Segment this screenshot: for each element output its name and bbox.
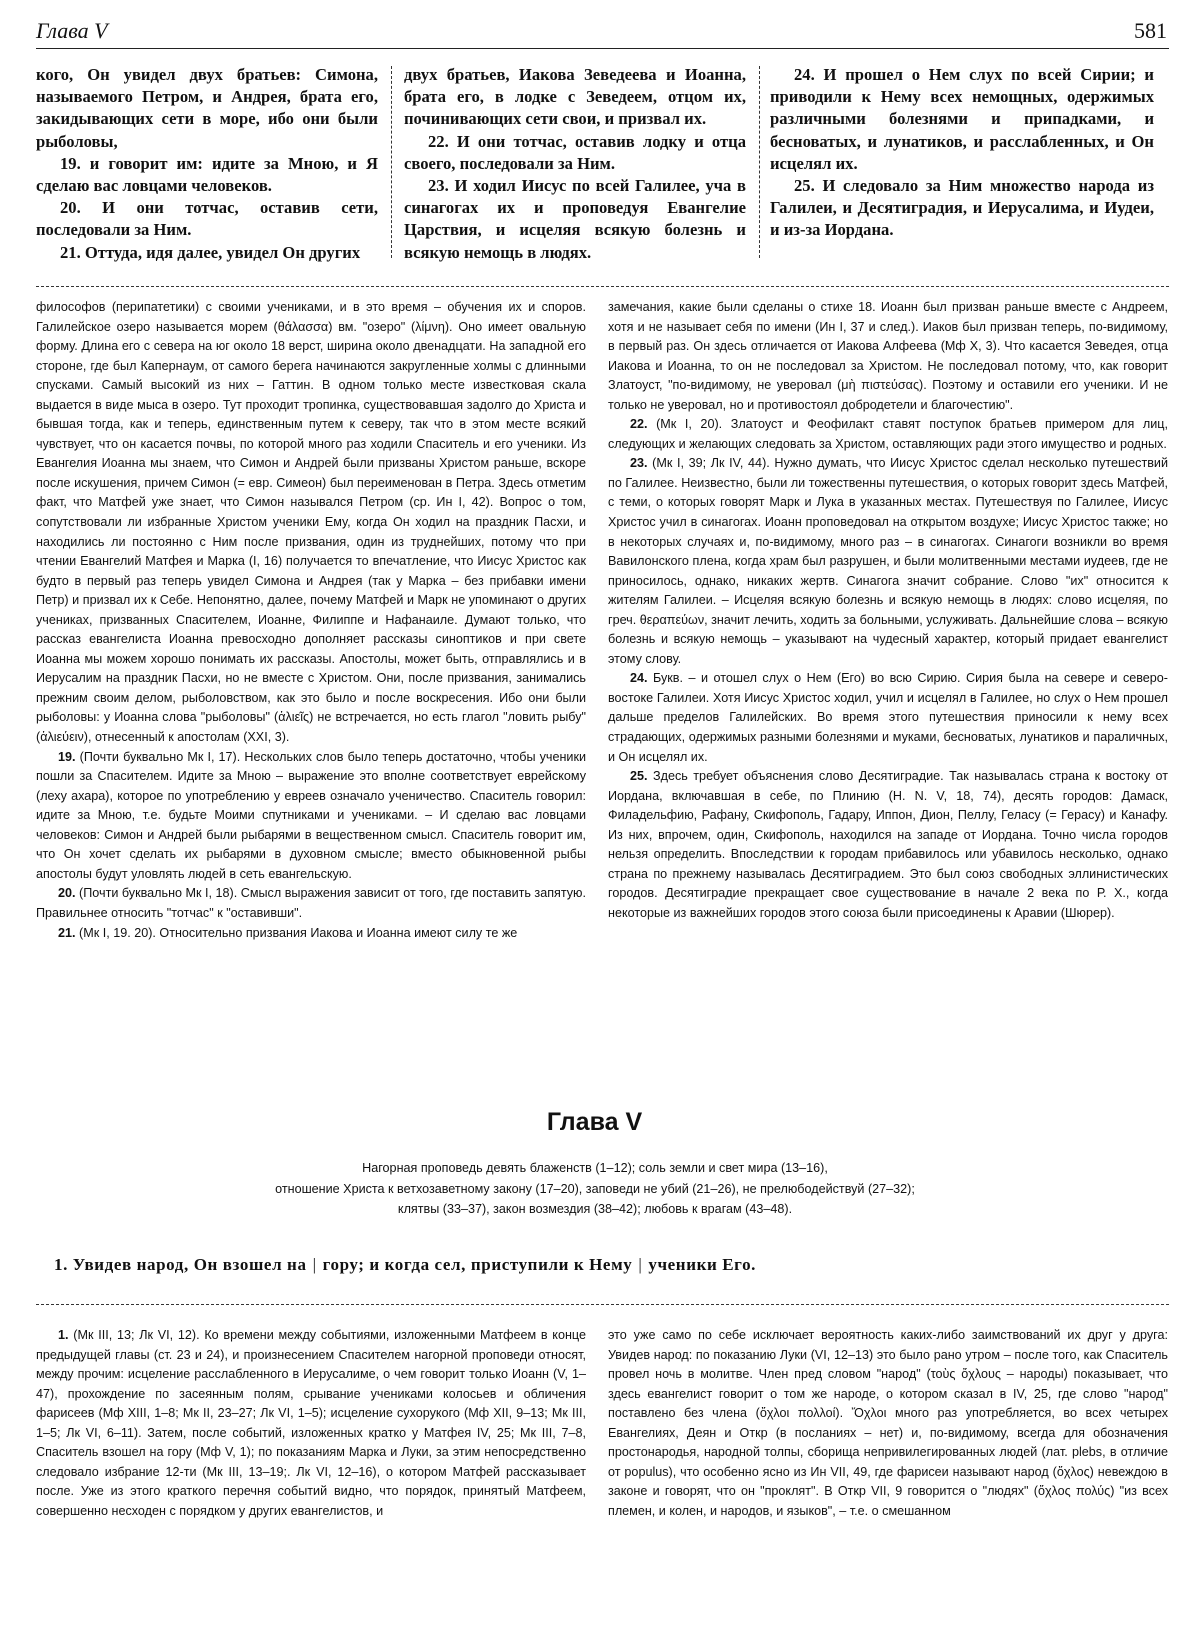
commentary-paragraph: замечания, какие были сделаны о стихе 18. Иоанн был призван раньше вместе с Андреем, хотя и не называет себя по имени (Ин I, 37 и след.). Иаков был призван теперь, по-видимому, в первый раз. Он здесь отличается от Иакова Алфеева (Мф X, 3). Что касается Зеведея, отца Иакова и Иоанна, то он не последовал за Христом. Не последовал потому, что, как говорит Златоуст, "по-видимому, не уверовал (μὴ πιστεύσας). Поэтому и оставили его ученики. И не только не уверовал, но и противостоял добродетели и благочестию". <box>608 300 1168 412</box>
commentary-paragraph: 1. (Мк III, 13; Лк VI, 12). Ко времени между событиями, изложенными Матфеем в конце предыдущей главы (ст. 23 и 24), и произнесением Спасителем нагорной проповеди относят, между прочим: исцеление расслабленного в Иерусалиме, о чем говорит только Иоанн (V, 1–47), прохождение по засеянным полям, срывание учениками колосьев и обличения фарисеев (Мф XIII, 1–8; Мк II, 23–27; Лк VI, 1–5); исцеление сухорукого (Мф XII, 9–13; Мк III, 1–5; Лк VI, 6–11). Затем, после событий, изложенных кратко у Матфея IV, 25; Мк III, 7–8, Спаситель взошел на гору (Мф V, 1); по показаниям Марка и Луки, за этим непосредственно следовало избрание 12-ти (Мк III, 13–19;. Лк VI, 12–16), о котором Матфей рассказывает после. Уже из этого краткого перечня событий видно, что порядок, принятый Матфеем, совершенно несходен с порядком у других евангелистов, и <box>36 1328 586 1518</box>
summary-line: Нагорная проповедь девять блаженств (1–12); соль земли и свет мира (13–16), <box>362 1161 828 1175</box>
column-divider <box>391 66 392 258</box>
column-separator: | <box>638 1255 643 1274</box>
scripture-verse: 20. И они тотчас, оставив сети, последовали за Ним. <box>36 198 378 240</box>
commentary-paragraph: 22. (Мк I, 20). Златоуст и Феофилакт ставят поступок братьев примером для лиц, следующих и желающих следовать за Христом, оставляющих ради этого имущество и родных. <box>608 417 1168 451</box>
verse-1-scripture <box>54 1255 756 1275</box>
scripture-verse: 21. Оттуда, идя далее, увидел Он других <box>60 242 361 262</box>
commentary-paragraph: 19. (Почти буквально Мк I, 17). Нескольких слов было теперь достаточно, чтобы ученики пошли за Спасителем. Идите за Мною – выражение это вполне соответствует еврейскому (леху ахара), которое по употреблению у евреев означало ученичество. Спаситель говорил: идите за Мною, т.е. будьте Моими спутниками и учениками. – И сделаю вас ловцами человеков: Симон и Андрей были рыбарями в вещественном смысл. Спаситель говорит им, что Он хочет сделать их рыбарями в духовном смысле; вместо обыкновенной рыбы апостолы будут уловлять людей в сеть евангельскую. <box>36 749 587 881</box>
scripture-verse: 25. И следовало за Ним множество народа из Галилеи, и Десятиградия, и Иерусалима, и Иудеи, и из-за Иордана. <box>770 176 1154 240</box>
verse-1-part: гору; и когда сел, приступили к Нему <box>322 1255 633 1274</box>
commentary-left-column <box>36 298 586 943</box>
commentary-paragraph: 23. (Мк I, 39; Лк IV, 44). Нужно думать, что Иисус Христос сделал несколько путешествий по Галилее. Неизвестно, были ли тожественны путешествия, о которых говорит здесь Матфей, с теми, о которых говорят Марк и Лука в указанных местах. Путешествуя по Галилее, Иисус Христос учил в синагогах. Иоанн проповедовал на открытом воздухе; Иисус Христос также; но в некоторых случаях и, по-видимому, много раз – в синагогах. Синагоги возникли во время Вавилонского плена, когда храм был разрушен, и были молитвенными местами иудеев, где не приносилось, однако, никаких жертв. Синагога значит собрание. Слово "их" относится к жителям Галилеи. – Исцеляя всякую болезнь и всякую немощь в людях: слово исцеляя, по греч. θεραπεύων, значит лечить, ходить за больными, услуживать. Дальнейшие слова – всякую болезнь и всякую немощь – указывают на чудесный характер, который придает евангелист этому слову. <box>608 456 1169 666</box>
section-divider <box>36 286 1169 287</box>
scripture-verse: 19. и говорит им: идите за Мною, и Я сделаю вас ловцами человеков. <box>36 153 378 196</box>
running-header <box>36 18 1169 49</box>
chapter-heading: Глава V <box>546 1108 643 1136</box>
column-separator: | <box>312 1255 317 1274</box>
column-divider <box>759 66 760 258</box>
commentary-paragraph: 25. Здесь требует объяснения слово Десятиградие. Так называлась страна к востоку от Иордана, включавшая в себе, по Плинию (H. N. V, 18, 74), десять городов: Дамаск, Филадельфию, Рафану, Скифополь, Гадару, Иппон, Дион, Пеллу, Геласу (= Герасу) и Канафу. Из них, впрочем, один, Скифополь, находился на западе от Иордана. Точно числа городов нельзя определить. Впоследствии к городам прибавилось или убавилось несколько, однако страна по прежнему называлась Десятиградием. Это был союз свободных эллинистических городов. Десятиградие прекращает свое существование в начале 2 века по Р. Х., когда некоторые из важнейших городов этого союза были присоединены к Аравии (Шюрер). <box>608 769 1168 920</box>
section-divider <box>36 1304 1169 1305</box>
summary-line: клятвы (33–37), закон возмездия (38–42); любовь к врагам (43–48). <box>397 1202 793 1216</box>
running-header-chapter: Глава V <box>36 18 108 43</box>
scripture-text: двух братьев, Иакова Зеведеева и Иоанна, брата его, в лодке с Зеведеем, отцом их, починивающих сети свои, и призвал их. <box>404 65 746 129</box>
commentary-paragraph: философов (перипатетики) с своими учениками, и в это время – обучения их и споров. Галилейское озеро называется морем (θάλασσα) вм. "озеро" (λίμνη). Оно имеет овальную форму. Длина его с севера на юг около 18 верст, ширина около двенадцати. На западной его стороне, где был Капернаум, от самого берега начинаются закругленные холмы с длинными спусками. Самый высокий из них – Гаттин. В одном только месте известковая скала выдается в виде мыса в озеро. Тут проходит тропинка, существовавшая задолго до Христа и бывшая тогда, как и теперь, единственным путем к северу, так что в этом месте всякий чувствует, что он касается почвы, по которой много раз ходили Спаситель и его ученики. Из Евангелия Иоанна мы знаем, что Симон и Андрей были призваны Христом раньше, вскоре после искушения, причем Симон (= евр. Симеон) был переименован в Петра. Здесь отметим факт, что Матфей уже знает, что Симон назывался Петром (ср. Ин I, 42). Вопрос о том, сопутствовали ли избранные Христом ученики Ему, когда Он ходил на праздник Пасхи, и находились ли постоянно с Ним после призвания, один из труднейших, потому что при чтении Евангелий Матфея и Марка (I, 16) получается то впечатление, что Иисус Христос как будто в первый раз теперь увидел Симона и Андрея (так у Марка – без прибавки имени Петр) и призвал их к Себе. Непонятно, далее, почему Матфей и Марк не упоминают о других учениках, призванных Спасителем, Иоанне, Филиппе и Нафанаиле. Думают только, что рассказ евангелиста Иоанна превосходно дополняет рассказы синоптиков и при свете Иоанна мы можем хорошо понимать их рассказы. Апостолы, может быть, отправлялись и в Иерусалим на праздник Пасхи, но не вместе с Христом. Они, после призвания, занимались прежним своим делом, рыболовством, как это было и после воскресения. Ибо они были рыболовы: у Иоанна слова "рыболовы" (ἁλιεῖς) не встречается, но есть глагол "ловить рыбу" (ἁλιεύειν), отнесенный к апостолам (XXI, 3). <box>36 300 586 745</box>
commentary-paragraph: 20. (Почти буквально Мк I, 18). Смысл выражения зависит от того, где поставить запятую. Правильнее относить "тотчас" к "оставивши". <box>36 886 587 920</box>
scripture-verse: 24. И прошел о Нем слух по всей Сирии; и приводили к Нему всех немощных, одержимых различными болезнями и припадками, и бесноватых, и лунатиков, и расслабленных, и Он исцелял их. <box>770 65 1154 173</box>
scripture-column-1 <box>36 64 378 264</box>
chapter-summary <box>150 1158 1040 1220</box>
commentary-paragraph: это уже само по себе исключает вероятность каких-либо заимствований их друг у друга: Увидев народ: по показанию Луки (VI, 12–13) это было рано утром – после того, как Спаситель провел ночь в молитве. Член пред словом "народ" (τοὺς ὄχλους – народы) показывает, что здесь евангелист говорит о том же народе, о котором сказал в IV, 25, где слово "народ" поставлено без члена (ὄχλοι πολλοί). Ὄχλοι много раз употребляется, во всех четырех Евангелиях, Деян и Откр (в посланиях – нет) и, по-видимому, всегда для обозначения простонародья, народной толпы, сборища непривилегированных людей (лат. plebs, в отличие от populus), что особенно ясно из Ин VII, 49, где фарисеи называют народ (ὄχλος) невеждою в законе и говорят, что он "проклят". В Откр VII, 9 говорится о "людях" (ὄχλος πολύς) "из всех племен, и колен, и народов, и языков", – т.е. о смешанном <box>608 1328 1168 1518</box>
scripture-verse: 22. И они тотчас, оставив лодку и отца своего, последовали за Ним. <box>404 131 746 173</box>
scripture-text: кого, Он увидел двух братьев: Симона, называемого Петром, и Андрея, брата его, закидывающих сети в море, ибо они были рыболовы, <box>36 65 378 151</box>
commentary-left-column-bottom <box>36 1326 586 1521</box>
scripture-verse: 23. И ходил Иисус по всей Галилее, уча в синагогах их и проповедуя Евангелие Царствия, и исцеляя всякую болезнь и всякую немощь в людях. <box>404 176 746 262</box>
page-number: 581 <box>1134 18 1167 43</box>
commentary-right-column <box>608 298 1168 924</box>
verse-1-part: 1. Увидев народ, Он взошел на <box>54 1255 307 1274</box>
commentary-paragraph: 24. Букв. – и отошел слух о Нем (Его) во всю Сирию. Сирия была на севере и северо-востоке Галилеи. Хотя Иисус Христос ходил, учил и исцелял в Галилее, но слух о Нем прошел дальше пределов Галилейских. Во время этого путешествия приносили к нему всех страдающих, одержимых разными болезнями и муками, бесноватых, лунатиков и параличных, и Он исцелял их. <box>608 671 1168 764</box>
verse-1-part: ученики Его. <box>648 1255 757 1274</box>
scripture-column-2 <box>404 64 746 264</box>
commentary-right-column-bottom <box>608 1326 1168 1521</box>
scripture-column-3 <box>770 64 1154 242</box>
commentary-paragraph: 21. (Мк I, 19. 20). Относительно призвания Иакова и Иоанна имеют силу те же <box>58 925 518 940</box>
summary-line: отношение Христа к ветхозаветному закону (17–20), заповеди не убий (21–26), не прелюбодействуй (27–32); <box>275 1181 915 1196</box>
